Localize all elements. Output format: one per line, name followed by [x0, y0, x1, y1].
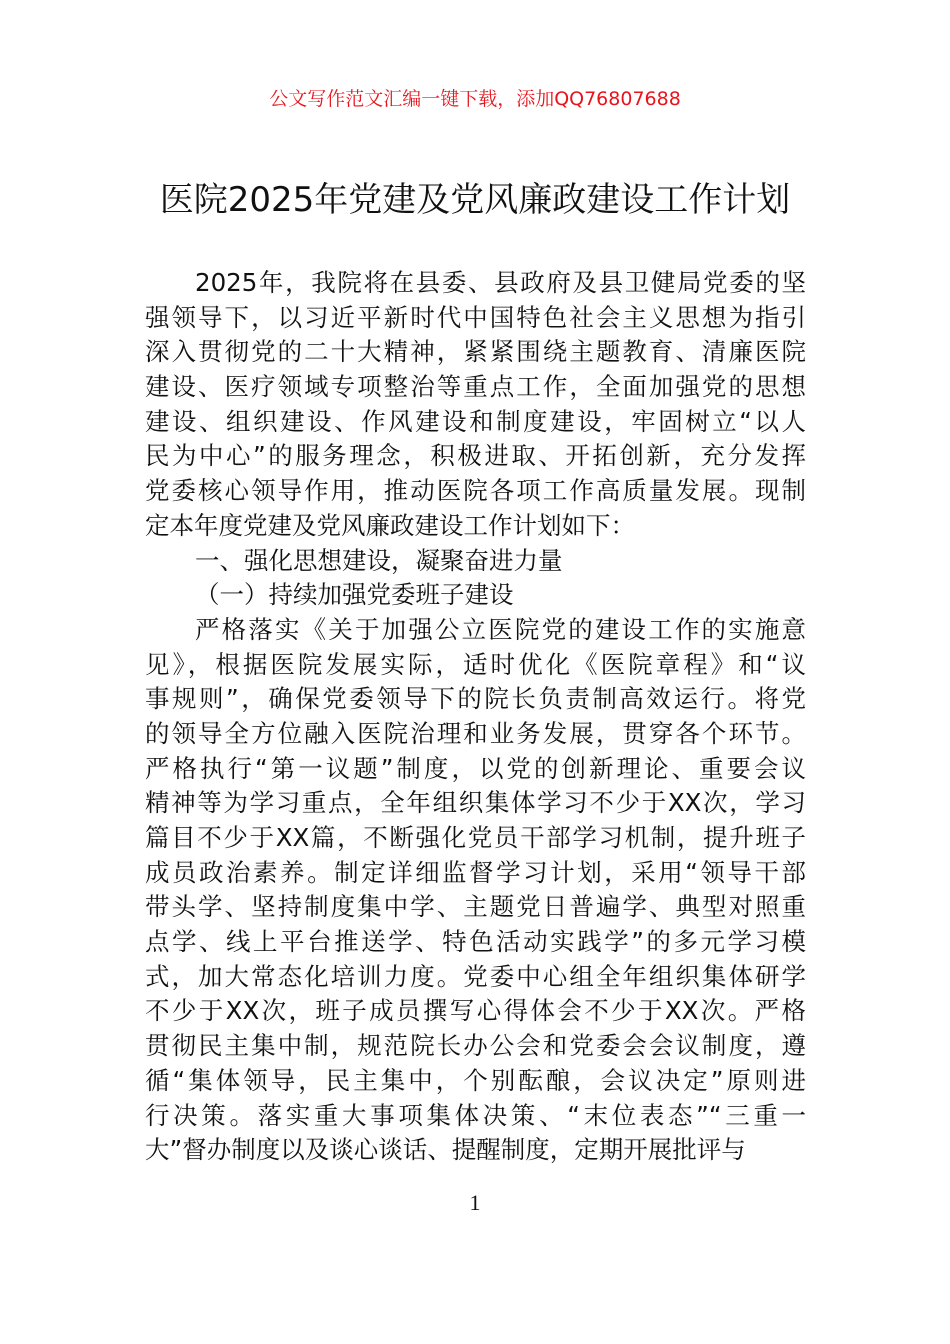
download-watermark-link[interactable]: 公文写作范文汇编一键下载，添加QQ76807688	[269, 88, 681, 110]
section-heading: 一、强化思想建设，凝聚奋进力量	[195, 545, 563, 575]
paragraph-line: 严格执行“第一议题”制度，以党的创新理论、重要会议	[145, 753, 806, 783]
paragraph-line: 建设、组织建设、作风建设和制度建设，牢固树立“以人	[145, 406, 806, 436]
paragraph-line: 的领导全方位融入医院治理和业务发展，贯穿各个环节。	[145, 718, 806, 748]
paragraph-line: 民为中心”的服务理念，积极进取、开拓创新，充分发挥	[145, 441, 806, 471]
paragraph-line: 成员政治素养。制定详细监督学习计划，采用“领导干部	[145, 857, 806, 887]
section-heading: （一）持续加强党委班子建设	[195, 580, 514, 610]
paragraph-line: 深入贯彻党的二十大精神，紧紧围绕主题教育、清廉医院	[145, 337, 806, 367]
paragraph-line: 2025年，我院将在县委、县政府及县卫健局党委的坚	[195, 268, 806, 297]
paragraph-line: 定本年度党建及党风廉政建设工作计划如下：	[145, 510, 635, 540]
paragraph-line: 循“集体领导，民主集中，个别酝酿，会议决定”原则进	[145, 1065, 806, 1095]
paragraph-line: 点学、线上平台推送学、特色活动实践学”的多元学习模	[145, 927, 806, 957]
paragraph-line: 建设、医疗领域专项整治等重点工作，全面加强党的思想	[145, 372, 806, 402]
paragraph-line: 事规则”，确保党委领导下的院长负责制高效运行。将党	[145, 684, 806, 714]
document-body	[145, 266, 806, 1168]
page-number: 1	[469, 1190, 481, 1215]
paragraph-line: 篇目不少于XX篇，不断强化党员干部学习机制，提升班子	[145, 823, 806, 852]
document-title: 医院2025年党建及党风廉政建设工作计划	[159, 180, 791, 220]
paragraph-line: 行决策。落实重大事项集体决策、“末位表态”“三重一	[145, 1100, 806, 1130]
paragraph-line: 式，加大常态化培训力度。党委中心组全年组织集体研学	[145, 961, 806, 991]
paragraph-line: 严格落实《关于加强公立医院党的建设工作的实施意	[195, 614, 806, 644]
paragraph-line: 党委核心领导作用，推动医院各项工作高质量发展。现制	[145, 476, 806, 506]
paragraph-line: 不少于XX次，班子成员撰写心得体会不少于XX次。严格	[145, 996, 806, 1026]
paragraph-line: 强领导下，以习近平新时代中国特色社会主义思想为指引	[145, 302, 806, 332]
paragraph-line: 精神等为学习重点，全年组织集体学习不少于XX次，学习	[145, 788, 806, 818]
paragraph-line: 带头学、坚持制度集中学、主题党日普遍学、典型对照重	[145, 892, 806, 922]
paragraph-line: 大”督办制度以及谈心谈话、提醒制度，定期开展批评与	[145, 1135, 746, 1165]
paragraph-line: 贯彻民主集中制，规范院长办公会和党委会会议制度，遵	[145, 1031, 806, 1061]
paragraph-line: 见》，根据医院发展实际，适时优化《医院章程》和“议	[145, 649, 806, 679]
